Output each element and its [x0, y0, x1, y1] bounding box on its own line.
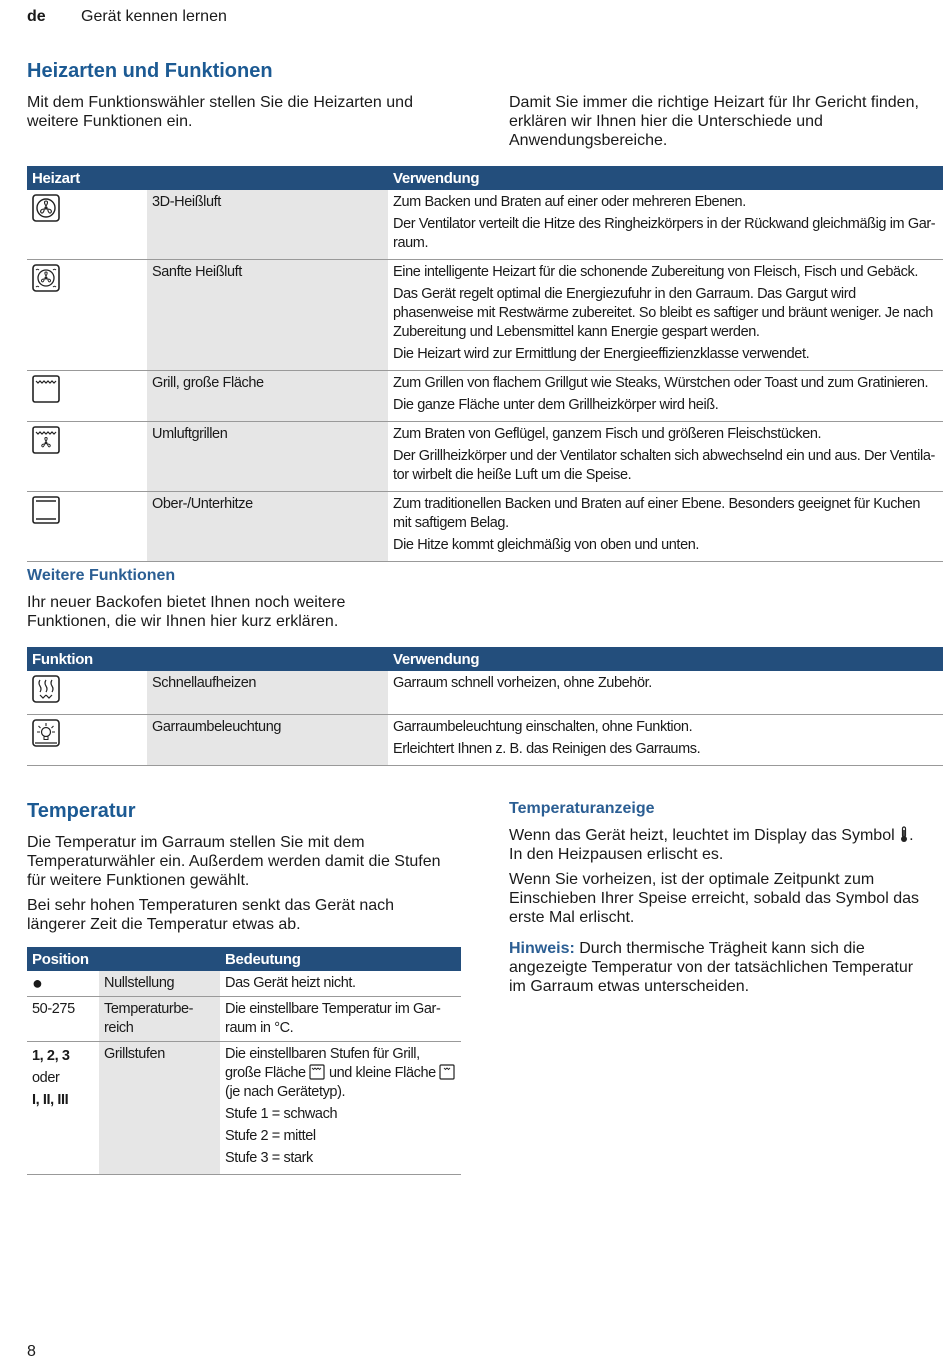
chapter-title: Gerät kennen lernen	[81, 8, 227, 25]
position-name: Grillstufen	[99, 1042, 220, 1175]
table-row	[27, 371, 943, 422]
grill-large-area-icon	[32, 375, 60, 403]
position-meaning: Das Gerät heizt nicht.	[220, 971, 461, 997]
usage-text: Erleichtert Ihnen z. B. das Reinigen des Garraums.	[393, 740, 701, 757]
usage-text: Garraum schnell vorheizen, ohne Zubehör.	[393, 675, 652, 691]
top-bottom-heat-icon	[32, 496, 60, 524]
position-meaning: Die einstellbaren Stufen für Grill, große Fläche	[225, 1046, 420, 1081]
column-header-verwendung: Verwendung	[388, 647, 943, 671]
heating-mode-name: Grill, große Fläche	[147, 371, 388, 422]
further-functions-intro: Ihr neuer Backofen bietet Ihnen noch weitere Funktionen, die wir Ihnen hier kurz erklären.	[27, 594, 346, 630]
section-title-further-functions: Weitere Funktionen	[27, 567, 176, 584]
usage-text: Der Ventilator verteilt die Hitze des Ringheizkörpers in der Rückwand gleichmäßig im Gar-raum.	[393, 216, 936, 251]
table-row	[27, 714, 943, 765]
usage-text: Zum traditionellen Backen und Braten auf einer Ebene. Besonders geeignet für Kuchen mit saftigem Belag.	[393, 496, 921, 531]
usage-text: Die Heizart wird zur Ermittlung der Energieeffizienzklasse verwendet.	[393, 346, 810, 362]
grill-small-area-icon	[439, 1064, 455, 1080]
position-meaning: und kleine Fläche	[328, 1065, 436, 1081]
rapid-heat-icon	[32, 675, 60, 703]
table-row	[27, 1042, 461, 1175]
functions-table	[27, 647, 943, 766]
grill-level: Stufe 2 = mittel	[225, 1128, 316, 1144]
table-row	[27, 671, 943, 714]
column-header-funktion: Funktion	[27, 647, 388, 671]
column-header-position: Position	[27, 947, 220, 971]
position-name: Temperaturbe-reich	[99, 997, 220, 1042]
section-title-temperature: Temperatur	[27, 800, 136, 822]
temperature-display-text: Wenn das Gerät heizt, leuchtet im Display das Symbol	[509, 827, 895, 844]
hint-label: Hinweis:	[509, 940, 575, 957]
grill-large-area-icon	[309, 1064, 325, 1080]
thermometer-icon	[899, 826, 909, 843]
language-code: de	[27, 8, 46, 25]
position-value: ●	[27, 971, 99, 997]
grill-level: Stufe 3 = stark	[225, 1150, 313, 1166]
heating-mode-name: Umluftgrillen	[147, 422, 388, 492]
position-value: I, II, III	[32, 1092, 69, 1108]
table-row	[27, 190, 943, 260]
function-name: Schnellaufheizen	[147, 671, 388, 714]
table-row	[27, 260, 943, 371]
temperature-paragraph: Bei sehr hohen Temperaturen senkt das Gerät nach längerer Zeit die Temperatur etwas ab.	[27, 897, 395, 933]
position-value: 50-275	[27, 997, 99, 1042]
3d-hot-air-icon	[32, 194, 60, 222]
position-meaning: Die einstellbare Temperatur im Gar-raum in °C.	[220, 997, 461, 1042]
usage-text: Zum Braten von Geflügel, ganzem Fisch und größeren Fleischstücken.	[393, 426, 822, 442]
oven-light-icon	[32, 719, 60, 747]
usage-text: Zum Backen und Braten auf einer oder mehreren Ebenen.	[393, 194, 746, 210]
usage-text: Zum Grillen von flachem Grillgut wie Steaks, Würstchen oder Toast und zum Gratinieren.	[393, 375, 929, 391]
column-header-heizart: Heizart	[27, 166, 388, 190]
intro-right: Damit Sie immer die richtige Heizart für Ihr Gericht finden, erklären wir Ihnen hier die Unterschiede und Anwendungsbereiche.	[509, 94, 919, 149]
hint-text: Durch thermische Trägheit kann sich die angezeigte Temperatur von der tatsächlichen Temperatur im Garraum etwas unterscheiden.	[509, 940, 914, 995]
section-title-heating-modes: Heizarten und Funktionen	[27, 60, 273, 82]
table-row	[27, 422, 943, 492]
usage-text: Der Grillheizkörper und der Ventilator schalten sich abwechselnd ein und aus. Der Ventila-tor wirbelt die heiße Luft um die Speise.	[393, 448, 935, 483]
column-header-verwendung: Verwendung	[388, 166, 943, 190]
position-meaning: (je nach Gerätetyp).	[225, 1084, 346, 1100]
temperature-paragraph: Die Temperatur im Garraum stellen Sie mit dem Temperaturwähler ein. Außerdem werden damit die Stufen für weitere Funktionen gewählt.	[27, 834, 441, 889]
usage-text: Die ganze Fläche unter dem Grillheizkörper wird heiß.	[393, 397, 719, 413]
grill-level: Stufe 1 = schwach	[225, 1106, 338, 1122]
section-title-temperature-display: Temperaturanzeige	[509, 800, 655, 817]
table-row	[27, 997, 461, 1042]
position-or: oder	[32, 1070, 60, 1086]
temperature-display-text: . In den Heizpausen erlischt es.	[509, 827, 914, 863]
position-name: Nullstellung	[99, 971, 220, 997]
gentle-hot-air-icon	[32, 264, 60, 292]
intro-left: Mit dem Funktionswähler stellen Sie die Heizarten und weitere Funktionen ein.	[27, 94, 413, 130]
heating-mode-name: Ober-/Unterhitze	[147, 492, 388, 562]
function-name: Garraumbeleuchtung	[147, 714, 388, 765]
usage-text: Eine intelligente Heizart für die schonende Zubereitung von Fleisch, Fisch und Gebäck.	[393, 264, 918, 280]
position-value: 1, 2, 3	[32, 1048, 70, 1064]
usage-text: Garraumbeleuchtung einschalten, ohne Funktion.	[393, 718, 693, 735]
table-row	[27, 971, 461, 997]
heating-mode-name: 3D-Heißluft	[147, 190, 388, 260]
page-number: 8	[27, 1343, 36, 1360]
column-header-bedeutung: Bedeutung	[220, 947, 461, 971]
heating-mode-name: Sanfte Heißluft	[147, 260, 388, 371]
temperature-display-text: Wenn Sie vorheizen, ist der optimale Zeitpunkt zum Einschieben Ihrer Speise erreicht, sobald das Symbol das erste Mal erlischt.	[509, 871, 919, 926]
usage-text: Das Gerät regelt optimal die Energiezufuhr in den Garraum. Das Gargut wird phasenweise mit Restwärme zubereitet. So bleibt es saftiger und bräunt weniger. Je nach Zubereitung und Lebensmittel kann Energie gespart werden.	[393, 286, 933, 340]
table-row	[27, 492, 943, 562]
usage-text: Die Hitze kommt gleichmäßig von oben und unten.	[393, 537, 700, 553]
heating-modes-table	[27, 166, 943, 562]
temperature-table	[27, 947, 461, 1175]
circulating-grill-icon	[32, 426, 60, 454]
